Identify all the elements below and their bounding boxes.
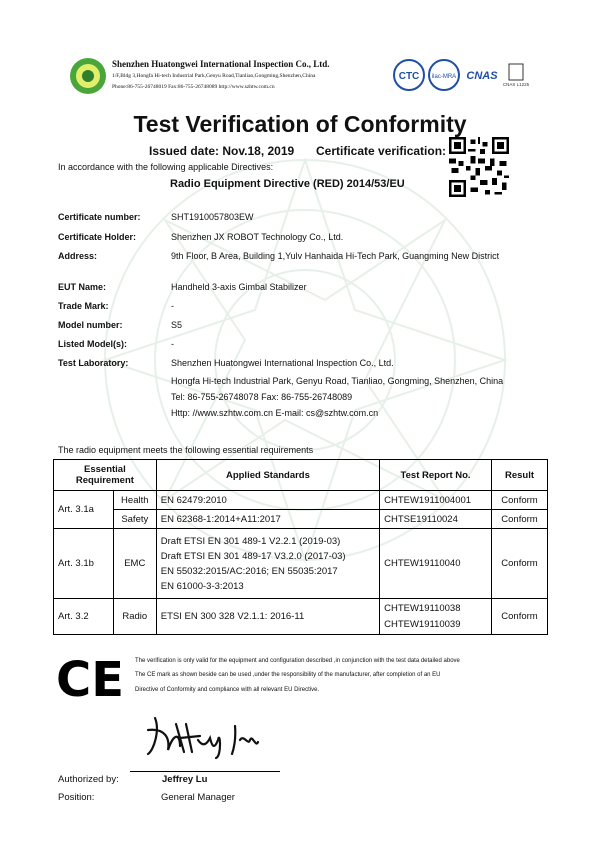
- header-essential-requirement: Essential Requirement: [54, 460, 157, 491]
- position-label: Position:: [58, 792, 95, 803]
- listed-models-label: Listed Model(s):: [58, 339, 127, 349]
- result-cell: Conform: [492, 491, 548, 510]
- result-cell: Conform: [492, 529, 548, 599]
- certificate-holder-label: Certificate Holder:: [58, 232, 137, 242]
- standard-cell: ETSI EN 300 328 V2.1.1: 2016-11: [156, 599, 379, 635]
- certificate-number-value: SHT1910057803EW: [171, 212, 254, 222]
- category-cell: Safety: [113, 510, 156, 529]
- certificate-holder-value: Shenzhen JX ROBOT Technology Co., Ltd.: [171, 232, 344, 242]
- report-cell: CHTEW1911004001: [380, 491, 492, 510]
- test-laboratory-label: Test Laboratory:: [58, 358, 129, 368]
- article-cell: Art. 3.2: [54, 599, 114, 635]
- result-cell: Conform: [492, 510, 548, 529]
- eut-name-label: EUT Name:: [58, 282, 107, 292]
- in-accordance-text: In accordance with the following applicable Directives:: [58, 162, 274, 172]
- report-line: CHTEW19110039: [384, 618, 461, 630]
- article-cell: Art. 3.1b: [54, 529, 114, 599]
- address-value: 9th Floor, B Area, Building 1,Yulv Hanhaida Hi-Tech Park, Guangming New District: [171, 251, 500, 261]
- cnas-logo: CNAS: [466, 70, 498, 82]
- issued-date: Issued date: Nov.18, 2019: [149, 144, 295, 158]
- certificate-verification-label: Certificate verification:: [316, 144, 447, 158]
- signature-line: [130, 771, 280, 772]
- standard-line: Draft ETSI EN 301 489-17 V3.2.0 (2017-03): [160, 550, 346, 562]
- test-laboratory-value: Shenzhen Huatongwei International Inspection Co., Ltd.: [171, 358, 394, 368]
- standard-line: EN 55032:2015/AC:2016; EN 55035:2017: [160, 565, 338, 577]
- ctc-logo: CTC: [398, 71, 420, 82]
- table-row: [54, 491, 548, 510]
- company-address: 1/F,Bldg 3,Hongfa Hi-tech Industrial Park,Genyu Road,Tianliao,Gongming,Shenzhen,China: [112, 73, 316, 79]
- svg-text:CE: CE: [55, 652, 125, 708]
- standard-line: EN 61000-3-3:2013: [160, 580, 244, 592]
- standard-line: Draft ETSI EN 301 489-1 V2.2.1 (2019-03): [160, 535, 341, 547]
- qr-code: [449, 137, 509, 197]
- trade-mark-value: -: [171, 301, 174, 311]
- address-label: Address:: [58, 251, 98, 261]
- ce-mark-note: The CE mark as shown beside can be used ,under the responsibility of the manufacturer, after completion of an EU: [135, 672, 441, 678]
- signatory-name: Jeffrey Lu: [162, 774, 208, 785]
- ilac-logo: ilac-MRA: [431, 74, 457, 80]
- requirements-table: [53, 459, 548, 635]
- lab-phone-fax: Tel: 86-755-26748078 Fax: 86-755-26748089: [171, 392, 353, 402]
- certificate-number-label: Certificate number:: [58, 212, 141, 222]
- table-row: [54, 529, 548, 599]
- report-line: CHTEW19110038: [384, 602, 461, 614]
- listed-models-value: -: [171, 339, 174, 349]
- validity-note: The verification is only valid for the equipment and configuration described ,in conjunction with the test data detailed above: [135, 658, 460, 664]
- handwritten-signature: [140, 710, 270, 760]
- standard-cell: EN 62479:2010: [156, 491, 379, 510]
- standard-cell: [156, 529, 379, 599]
- table-row: [54, 599, 548, 635]
- category-cell: EMC: [113, 529, 156, 599]
- directive-title: Radio Equipment Directive (RED) 2014/53/EU: [170, 178, 405, 190]
- report-cell: CHTSE19110024: [380, 510, 492, 529]
- report-cell: [380, 599, 492, 635]
- directive-note: Directive of Conformity and compliance with all relevant EU Directive.: [135, 687, 320, 693]
- header-test-report-no: Test Report No.: [380, 460, 492, 491]
- standard-cell: EN 62368-1:2014+A11:2017: [156, 510, 379, 529]
- cnas-number: CNAS L1225: [502, 82, 530, 87]
- lab-web-email: Http: //www.szhtw.com.cn E-mail: cs@szhtw.com.cn: [171, 408, 379, 418]
- company-logo: [68, 56, 108, 96]
- company-name: Shenzhen Huatongwei International Inspection Co., Ltd.: [112, 59, 330, 69]
- table-header-row: [54, 460, 548, 491]
- category-cell: Health: [113, 491, 156, 510]
- category-cell: Radio: [113, 599, 156, 635]
- lab-address: Hongfa Hi-tech Industrial Park, Genyu Road, Tianliao, Gongming, Shenzhen, China: [171, 376, 504, 386]
- company-contact: Phone:86-755-26748019 Fax:86-755-26748089 http://www.szhtw.com.cn: [112, 84, 275, 90]
- signatory-title: General Manager: [161, 792, 235, 803]
- result-cell: Conform: [492, 599, 548, 635]
- document-title: Test Verification of Conformity: [133, 111, 467, 137]
- ce-mark: [55, 652, 125, 708]
- header-result: Result: [492, 460, 548, 491]
- model-number-label: Model number:: [58, 320, 123, 330]
- trade-mark-label: Trade Mark:: [58, 301, 109, 311]
- table-caption: The radio equipment meets the following essential requirements: [58, 445, 314, 455]
- header-applied-standards: Applied Standards: [156, 460, 379, 491]
- table-row: [54, 510, 548, 529]
- article-cell: Art. 3.1a: [54, 491, 114, 529]
- authorized-by-label: Authorized by:: [58, 774, 119, 785]
- eut-name-value: Handheld 3-axis Gimbal Stabilizer: [171, 282, 307, 292]
- accreditation-logos: [392, 58, 532, 92]
- report-cell: CHTEW19110040: [380, 529, 492, 599]
- model-number-value: S5: [171, 320, 183, 330]
